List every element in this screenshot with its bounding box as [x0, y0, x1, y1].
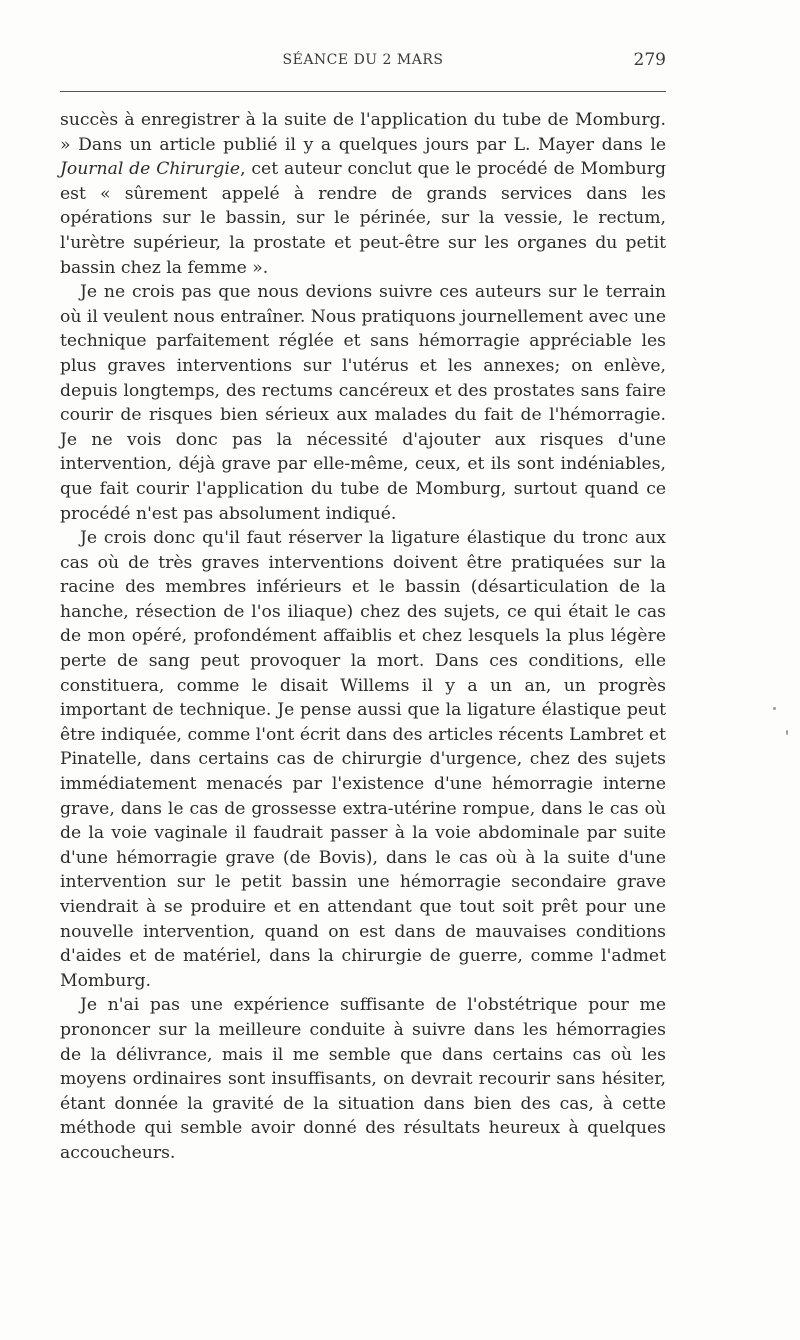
paragraph — [60, 280, 666, 526]
paragraph-text: succès à enregistrer à la suite de l'application du tube de Momburg. » Dans un article publié il y a quelques jours par L. Mayer dans le — [60, 110, 666, 155]
scan-speck — [773, 707, 776, 710]
paragraph-text: Je ne crois pas que nous devions suivre ces auteurs sur le terrain où il veulent nous entraîner. Nous pratiquons journellement avec une technique parfaitement réglée et sans hémorragie appréciable les plus graves interventions sur l'utérus et les annexes; on enlève, depuis longtemps, des rectums cancéreux et des prostates sans faire courir de risques bien sérieux aux malades du fait de l'hémorragie. Je ne vois donc pas la nécessité d'ajouter aux risques d'une intervention, déjà grave par elle-même, ceux, et ils sont indéniables, que fait courir l'application du tube de Momburg, surtout quand ce procédé n'est pas absolument indiqué. — [60, 282, 666, 524]
header-rule — [60, 91, 666, 92]
paragraph-text: Je crois donc qu'il faut réserver la ligature élastique du tronc aux cas où de très graves interventions doivent être pratiquées sur la racine des membres inférieurs et le bassin (désarticulation de la hanche, résection de l'os iliaque) chez des sujets, ce qui était le cas de mon opéré, profondément affaiblis et chez lesquels la plus légère perte de sang peut provoquer la mort. Dans ces conditions, elle constituera, comme le disait Willems il y a un an, un progrès important de technique. Je pense aussi que la ligature élastique peut être indiquée, comme l'ont écrit dans des articles récents Lambret et Pinatelle, dans certains cas de chirurgie d'urgence, chez des sujets immédiatement menacés par l'existence d'une hémorragie interne grave, dans le cas de grossesse extra-utérine rompue, dans le cas où de la voie vaginale il faudrait passer à la voie abdominale par suite d'une hémorragie grave (de Bovis), dans le cas où à la suite d'une intervention sur le petit bassin une hémorragie secondaire grave viendrait à se produire et en attendant que tout soit prêt pour une nouvelle intervention, quand on est dans de mauvaises conditions d'aides et de matériel, dans la chirurgie de guerre, comme l'admet Momburg. — [60, 528, 666, 991]
paragraph — [60, 993, 666, 1165]
paragraph-text: , cet auteur conclut que le procédé de Momburg est « sûrement appelé à rendre de grands services dans les opérations sur le bassin, sur le périnée, sur la vessie, le rectum, l'urètre supérieur, la prostate et peut-être sur les organes du petit bassin chez la femme ». — [60, 159, 666, 278]
page-header — [60, 52, 666, 78]
paragraph — [60, 108, 666, 280]
page-number: 279 — [633, 50, 666, 70]
running-title: SÉANCE DU 2 MARS — [282, 52, 444, 68]
paragraph-text: Je n'ai pas une expérience suffisante de l'obstétrique pour me prononcer sur la meilleure conduite à suivre dans les hémorragies de la délivrance, mais il me semble que dans certains cas où les moyens ordinaires sont insuffisants, on devrait recourir sans hésiter, étant donnée la gravité de la situation dans bien des cas, à cette méthode qui semble avoir donné des résultats heureux à quelques accoucheurs. — [60, 995, 666, 1163]
paragraph — [60, 526, 666, 993]
italic-title: Journal de Chirurgie — [60, 159, 241, 180]
body-text — [60, 108, 666, 1166]
scan-speck — [786, 730, 788, 735]
